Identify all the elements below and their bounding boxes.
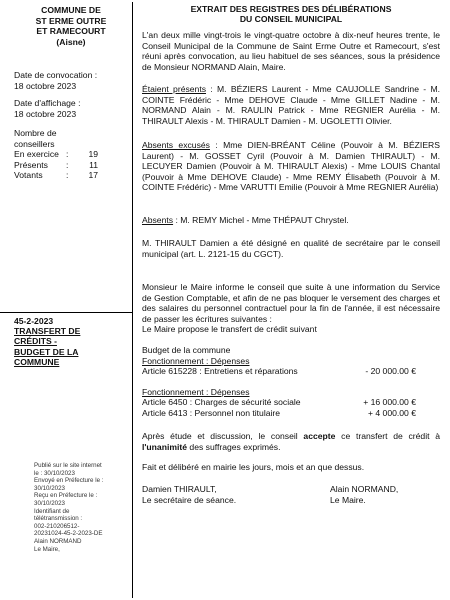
footer-line: le : 30/10/2023 (34, 469, 75, 477)
commune-line: COMMUNE DE (41, 5, 101, 15)
commune-line: ST ERME OUTRE (35, 15, 107, 26)
footer-line: Identifiant de (34, 507, 70, 515)
deliberation-subject: COMMUNE (14, 356, 60, 367)
deliberation-title (14, 316, 128, 367)
footer-line: 20231024-45-2-2023-DE (34, 530, 103, 538)
transmission-footer (34, 462, 130, 553)
budget-line-amount: - 20 000.00 € (365, 366, 416, 377)
footer-line: Publié sur le site internet (34, 462, 102, 469)
stat-label: Votants (14, 170, 43, 181)
secretaire-paragraph: M. THIRAULT Damien a été désigné en qualité de secrétaire par le conseil municipal (art. L. 2121-15 du CGCT). (142, 238, 440, 259)
excuses-list: : Mme DIEN-BRÉANT Céline (Pouvoir à M. BÉZIERS Laurent) - M. GOSSET Cyril (Pouvoir à M. Damien THIRAULT) - M. LECUYER Damien (Pouvoir à M. THIRAULT Alexis) - Mme LOUIS Chantal (Pouvoir à Mme DEHOVE Claude) - Mme REMY Élisabeth (Pouvoir à M. COINTE Frédéric) - Mme VARUTTI Emilie (Pouvoir à Mme REGNIER Aurélia) (142, 140, 440, 193)
stat-value: 11 (89, 159, 98, 170)
signature-secretaire (142, 484, 236, 505)
signature-role: Le Maire. (330, 494, 366, 505)
affichage-block (14, 98, 128, 119)
footer-line: télétransmission : (34, 515, 83, 523)
budget-line-label: Article 6413 : Personnel non titulaire (142, 407, 281, 418)
footer-line: 30/10/2023 (34, 499, 65, 507)
proposal-text-2: Le Maire propose le transfert de crédit suivant (142, 324, 317, 335)
decision-unanimite: l'unanimité (142, 441, 188, 452)
decision-accepte: accepte (303, 431, 336, 441)
convocation-block (14, 70, 128, 91)
budget-block (142, 345, 440, 419)
signature-name: Damien THIRAULT, (142, 484, 217, 494)
footer-line: Reçu en Préfecture le : (34, 492, 98, 500)
presents-label: Étaient présents (142, 84, 207, 94)
absents-list: : M. REMY Michel - Mme THÉPAUT Chrystel. (173, 215, 349, 225)
commune-header (14, 5, 128, 47)
footer-line: Envoyé en Préfecture le : (34, 477, 104, 485)
footer-line: 002-210206512- (34, 522, 80, 530)
presents-list: : M. BÉZIERS Laurent - Mme CAUJOLLE Sandrine - M. COINTE Frédéric - Mme DEHOVE Claude - Mme GILLET Nadine - M. NORMAND Alain - M. RAULIN Patrick - Mme REGNIER Aurélia - M. THIRAULT Alexis - M. THIRAULT Damien - M. UGOLETTI Olivier. (142, 84, 440, 126)
stat-value: 17 (88, 170, 98, 181)
footer-line: Alain NORMAND (34, 537, 82, 545)
section-label: Fonctionnement : Dépenses (142, 386, 250, 397)
footer-line: Le Maire, (34, 545, 60, 553)
document-title (142, 4, 440, 24)
proposal-paragraph (142, 282, 440, 335)
convocation-date: 18 octobre 2023 (14, 80, 77, 91)
budget-line (142, 397, 416, 408)
signature-role: Le secrétaire de séance. (142, 494, 237, 505)
excuses-paragraph (142, 140, 440, 193)
signature-name: Alain NORMAND, (330, 484, 399, 494)
intro-paragraph: L'an deux mille vingt-trois le vingt-quatre octobre à dix-neuf heures trente, le Conseil Municipal de la Commune de Saint Erme Outre et Ramecourt, s'est réuni après convocation, au lieu habituel de ses séances, sous la présidence de Monsieur NORMAND Alain, Maire. (142, 30, 440, 72)
conseillers-block (14, 128, 128, 181)
conseillers-label: Nombre de (14, 128, 57, 138)
title-line: EXTRAIT DES REGISTRES DES DÉLIBÉRATIONS (190, 4, 392, 14)
deliberation-subject: TRANSFERT DE (14, 326, 81, 337)
excuses-label: Absents excusés (142, 140, 210, 150)
left-separator (0, 312, 132, 313)
conseillers-label: conseillers (14, 138, 55, 149)
affichage-date: 18 octobre 2023 (14, 108, 77, 119)
budget-line-amount: + 4 000.00 € (367, 407, 416, 418)
stat-value: 19 (88, 149, 98, 160)
closing-line: Fait et délibéré en mairie les jours, mois et an que dessus. (142, 462, 365, 472)
footer-line: 30/10/2023 (34, 484, 65, 492)
deliberation-subject: BUDGET DE LA (14, 346, 79, 357)
stat-row: En exercice : 19 (14, 149, 98, 160)
budget-line-label: Article 615228 : Entretiens et réparations (142, 366, 298, 377)
stat-label: En exercice (14, 149, 59, 160)
commune-line: ET RAMECOURT (36, 26, 106, 37)
budget-line-label: Article 6450 : Charges de sécurité sociale (142, 397, 301, 408)
budget-line (142, 408, 416, 419)
column-divider (132, 2, 133, 598)
deliberation-number: 45-2-2023 (14, 316, 54, 326)
section-label: Fonctionnement : Dépenses (142, 355, 250, 366)
stat-row: Présents : 11 (14, 159, 98, 170)
budget-line-amount: + 16 000.00 € (363, 397, 416, 408)
signature-maire (330, 484, 398, 505)
absents-paragraph (142, 215, 440, 226)
presents-paragraph (142, 84, 440, 126)
deliberation-subject: CRÉDITS - (14, 336, 57, 347)
title-line: DU CONSEIL MUNICIPAL (239, 14, 343, 25)
stat-row: Votants : 17 (14, 170, 98, 181)
decision-paragraph: Après étude et discussion, le conseil accepte ce transfert de crédit à l'unanimité des suffrages exprimés. (142, 431, 441, 452)
commune-line: (Aisne) (56, 36, 86, 47)
absents-label: Absents (142, 215, 174, 225)
budget-label: Budget de la commune (142, 345, 231, 355)
budget-line (142, 366, 416, 377)
proposal-text: Monsieur le Maire informe le conseil que suite à une information du Service de Gestion Comptable, et afin de ne pas bloquer le versement des charges et des salaires du personnel contractuel pour la fin de l'année, il est nécessaire de passer les écritures suivantes : (142, 282, 440, 324)
convocation-label: Date de convocation : (14, 70, 98, 80)
stat-label: Présents (14, 159, 48, 170)
affichage-label: Date d'affichage : (14, 98, 81, 108)
